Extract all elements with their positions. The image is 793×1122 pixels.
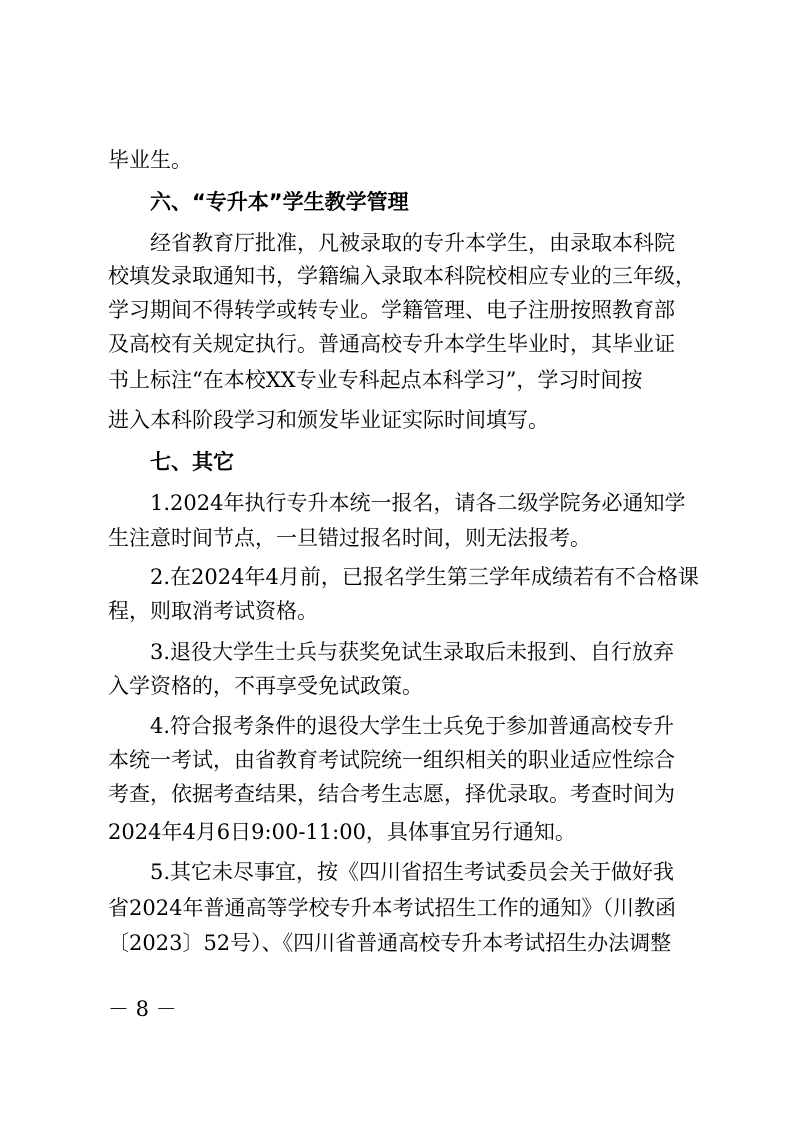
text-line-12: 2.在2024年4月前，已报名学生第三学年成绩若有不合格课 <box>150 565 699 589</box>
page-number: － 8 － <box>108 997 177 1021</box>
text-line-13: 程，则取消考试资格。 <box>108 599 318 623</box>
text-line-19: 2024年4月6日9:00-11:00，具体事宜另行通知。 <box>108 820 576 844</box>
text-line-8: 进入本科阶段学习和颁发毕业证实际时间填写。 <box>108 408 549 432</box>
text-line-7: 书上标注“在本校XX专业专科起点本科学习”，学习时间按 <box>108 368 643 392</box>
text-line-16: 4.符合报考条件的退役大学生士兵免于参加普通高校专升 <box>150 714 675 738</box>
text-line-17: 本统一考试，由省教育考试院统一组织相关的职业适应性综合 <box>108 748 675 772</box>
text-line-11: 生注意时间节点，一旦错过报名时间，则无法报考。 <box>108 526 591 550</box>
text-line-15: 入学资格的，不再享受免试政策。 <box>108 674 423 698</box>
text-line-14: 3.退役大学生士兵与获奖免试生录取后未报到、自行放弃 <box>150 640 675 664</box>
text-line-1: 毕业生。 <box>108 148 192 172</box>
text-line-18: 考查，依据考查结果，结合考生志愿，择优录取。考查时间为 <box>108 782 675 806</box>
text-line-5: 学习期间不得转学或转专业。学籍管理、电子注册按照教育部 <box>108 298 675 322</box>
text-line-20: 5.其它未尽事宜，按《四川省招生考试委员会关于做好我 <box>150 860 675 884</box>
text-line-22: 〔2023〕52号）、《四川省普通高校专升本考试招生办法调整 <box>108 931 672 955</box>
text-line-6: 及高校有关规定执行。普通高校专升本学生毕业时，其毕业证 <box>108 332 675 356</box>
text-line-4: 校填发录取通知书，学籍编入录取本科院校相应专业的三年级， <box>108 264 696 288</box>
text-line-3: 经省教育厅批准，凡被录取的专升本学生，由录取本科院 <box>150 231 675 255</box>
section-heading-6: 六、“专升本”学生教学管理 <box>150 190 409 214</box>
text-line-10: 1.2024年执行专升本统一报名，请各二级学院务必通知学 <box>150 491 686 515</box>
text-line-21: 省2024年普通高等学校专升本考试招生工作的通知》（川教函 <box>108 896 676 920</box>
section-heading-7: 七、其它 <box>150 450 234 474</box>
